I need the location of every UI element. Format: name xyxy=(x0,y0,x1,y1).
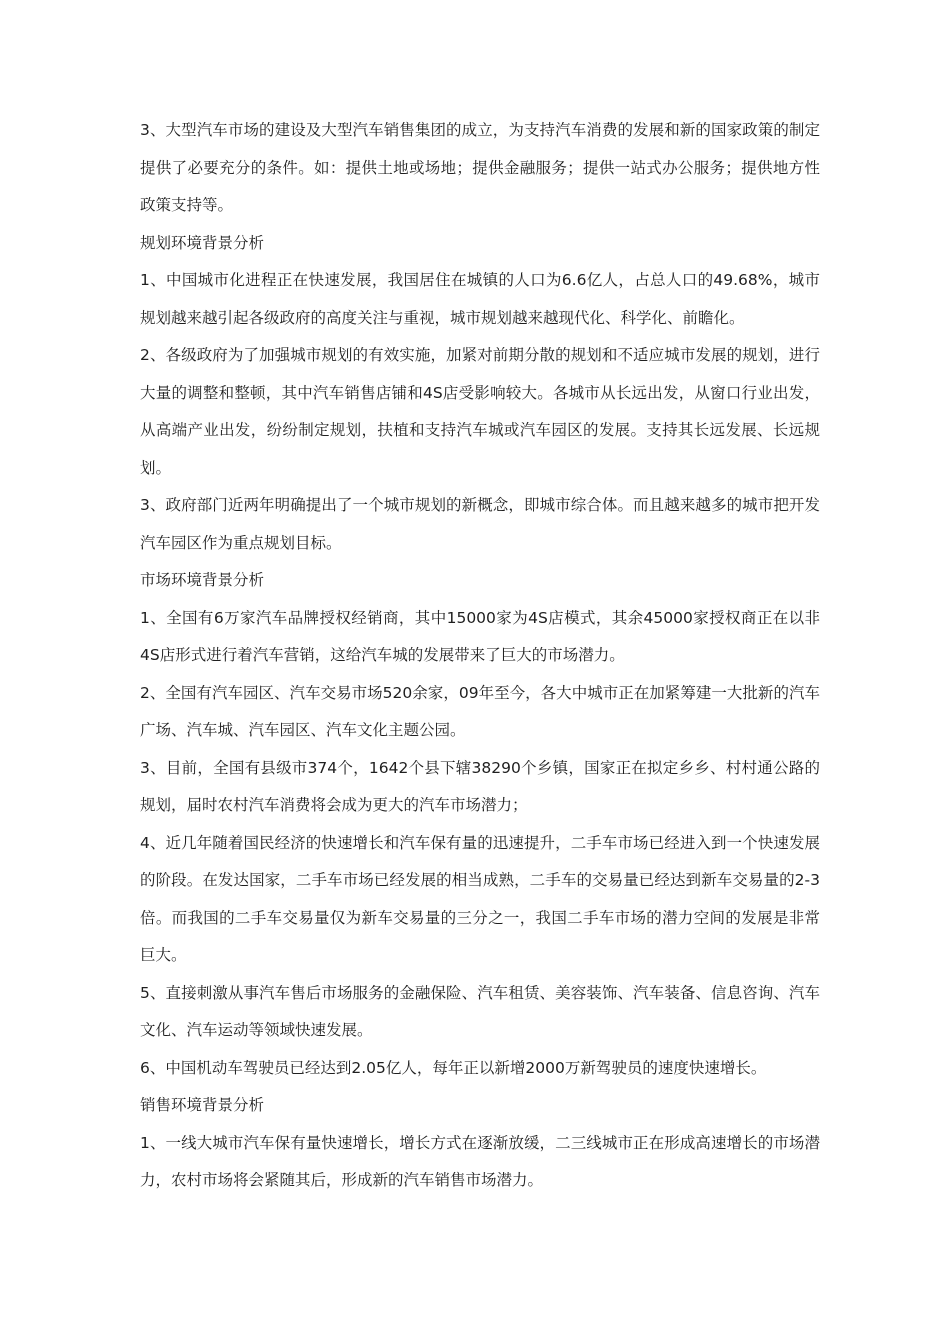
paragraph-planning-2: 2、各级政府为了加强城市规划的有效实施，加紧对前期分散的规划和不适应城市发展的规划，进行大量的调整和整顿，其中汽车销售店铺和4S店受影响较大。各城市从长远出发，从窗口行业出发，从高端产业出发，纷纷制定规划，扶植和支持汽车城或汽车园区的发展。支持其长远发展、长远规划。 xyxy=(140,346,820,477)
document-body xyxy=(140,112,820,1200)
paragraph-market-3: 3、目前，全国有县级市374个，1642个县下辖38290个乡镇，国家正在拟定乡乡、村村通公路的规划，届时农村汽车消费将会成为更大的汽车市场潜力； xyxy=(140,758,820,814)
paragraph-planning-1: 1、中国城市化进程正在快速发展，我国居住在城镇的人口为6.6亿人，占总人口的49.68%，城市规划越来越引起各级政府的高度关注与重视，城市规划越来越现代化、科学化、前瞻化。 xyxy=(140,271,820,327)
section-heading-sales: 销售环境背景分析 xyxy=(140,1096,265,1114)
section-heading-market: 市场环境背景分析 xyxy=(140,571,265,589)
paragraph-market-5: 5、直接刺激从事汽车售后市场服务的金融保险、汽车租赁、美容装饰、汽车装备、信息咨询、汽车文化、汽车运动等领域快速发展。 xyxy=(140,983,820,1039)
section-heading-planning: 规划环境背景分析 xyxy=(140,233,265,252)
paragraph-market-1: 1、全国有6万家汽车品牌授权经销商，其中15000家为4S店模式，其余45000家授权商正在以非4S店形式进行着汽车营销，这给汽车城的发展带来了巨大的市场潜力。 xyxy=(140,608,820,664)
paragraph-market-6: 6、中国机动车驾驶员已经达到2.05亿人，每年正以新增2000万新驾驶员的速度快速增长。 xyxy=(140,1058,767,1077)
paragraph-market-4: 4、近几年随着国民经济的快速增长和汽车保有量的迅速提升，二手车市场已经进入到一个快速发展的阶段。在发达国家，二手车市场已经发展的相当成熟，二手车的交易量已经达到新车交易量的2-3倍。而我国的二手车交易量仅为新车交易量的三分之一，我国二手车市场的潜力空间的发展是非常巨大。 xyxy=(140,833,820,964)
paragraph-policy-3: 3、大型汽车市场的建设及大型汽车销售集团的成立，为支持汽车消费的发展和新的国家政策的制定提供了必要充分的条件。如：提供土地或场地；提供金融服务；提供一站式办公服务；提供地方性政策支持等。 xyxy=(140,121,820,214)
paragraph-market-2: 2、全国有汽车园区、汽车交易市场520余家，09年至今，各大中城市正在加紧筹建一大批新的汽车广场、汽车城、汽车园区、汽车文化主题公园。 xyxy=(140,683,820,739)
paragraph-planning-3: 3、政府部门近两年明确提出了一个城市规划的新概念，即城市综合体。而且越来越多的城市把开发汽车园区作为重点规划目标。 xyxy=(140,496,820,552)
paragraph-sales-1: 1、一线大城市汽车保有量快速增长，增长方式在逐渐放缓，二三线城市正在形成高速增长的市场潜力，农村市场将会紧随其后，形成新的汽车销售市场潜力。 xyxy=(140,1133,820,1189)
